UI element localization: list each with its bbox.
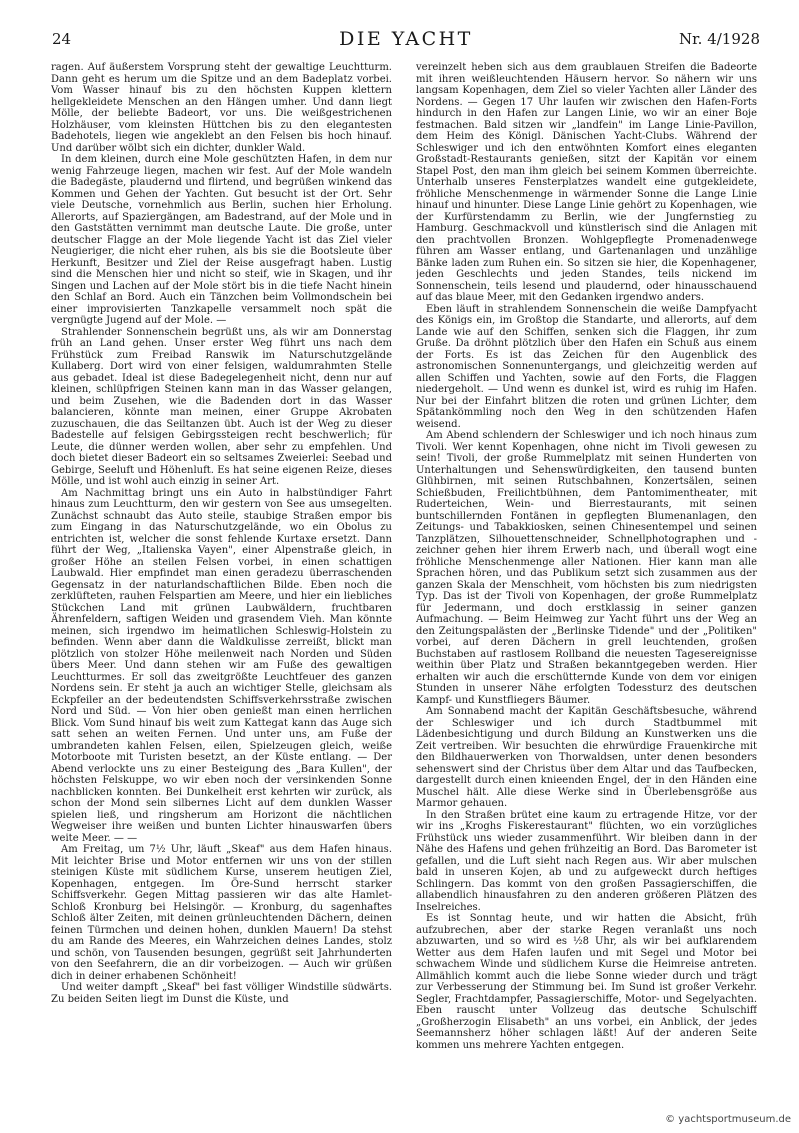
paragraph: Strahlender Sonnenschein begrüßt uns, als wir am Donnerstag früh an Land gehen. Unser erster Weg führt uns nach dem Frühstück zum Freibad Ranswik im Naturschutzgelände Kullaberg. Dort wird von einer felsigen, waldumrahmten Stelle aus gebadet. Ideal ist diese Badegelegenheit nicht, denn nur auf kleinen, schlüpfrigen Steinen kann man in das Wasser gelangen, und beim Zusehen, wie die Badenden dort in das Wasser balancieren, könnte man meinen, einer Gruppe Akrobaten zuzuschauen, die das Seiltanzen übt. Auch ist der Weg zu dieser Badestelle auf felsigen Gebirgssteigen recht beschwerlich; für Leute, die dünner werden wollen, aber sehr zu empfehlen. Und doch bietet dieser Badeort ein so seltsames Zweierlei: Seebad und Gebirge, Seeluft und Höhenluft. Es hat seine eigenen Reize, dieses Mölle, und ist wohl auch einzig in seiner Art.: [51, 326, 392, 487]
paragraph: Am Abend schlendern der Schleswiger und ich noch hinaus zum Tivoli. Wer kennt Kopenhagen, ohne nicht im Tivoli gewesen zu sein! Tivoli, der große Rummelplatz mit seinen Hunderten von Unterhaltungen und Sehenswürdigkeiten, den tausend bunten Glühbirnen, mit seinen Rutschbahnen, Konzertsälen, seinen Schießbuden, Freilichtbühnen, dem Pantomimentheater, mit Ruderteichen, Wein- und Bierrestaurants, mit seinen buntschillernden Fontänen in gepflegten Blumenanlagen, den Zeitungs- und Tabakkiosken, seinen Chinesentempel und seinen Tanzplätzen, Silhouettenschneider, Schnellphotographen und -zeichner gehen hier ihrem Erwerb nach, und überall wogt eine fröhliche Menschenmenge aller Nationen. Hier kann man alle Sprachen hören, und das Publikum setzt sich zusammen aus der ganzen Skala der Menschheit, vom höchsten bis zum niedrigsten Typ. Das ist der Tivoli von Kopenhagen, der große Rummelplatz für Jedermann, und doch erstklassig in seiner ganzen Aufmachung. — Beim Heimweg zur Yacht führt uns der Weg an den Zeitungspalästen der „Berlinske Tidende" und der „Politiken" vorbei, auf deren Dächern in grell leuchtenden, großen Buchstaben auf rastlosem Rollband die neuesten Tagesereignisse weithin über Platz und Straßen bekanntgegeben werden. Hier erhalten wir auch die erschütternde Kunde von dem vor einigen Stunden in unserer Nähe erfolgten Todessturz des deutschen Kampf- und Kunstfliegers Bäumer.: [416, 430, 757, 706]
paragraph: In den Straßen brütet eine kaum zu ertragende Hitze, vor der wir ins „Kroghs Fiskerestaurant" flüchten, wo ein vorzügliches Frühstück uns wieder zusammenführt. Wir bleiben dann in der Nähe des Hafens und gehen frühzeitig an Bord. Das Barometer ist gefallen, und die Luft sieht nach Regen aus. Wir aber mulschen bald in unseren Kojen, ab und zu aufgeweckt durch heftiges Schlingern. Das kommt von den großen Passagierschiffen, die allabendlich hinausfahren zu den anderen größeren Plätzen des Inselreiches.: [416, 809, 757, 913]
copyright-watermark: © yachtsportmuseum.de: [665, 1114, 791, 1125]
paragraph: In dem kleinen, durch eine Mole geschützten Hafen, in dem nur wenig Fahrzeuge liegen, machen wir fest. Auf der Mole wandeln die Badegäste, plaudernd und flirtend, und begrüßen winkend das Kommen und Gehen der Yachten. Gut besucht ist der Ort. Sehr viele Deutsche, vornehmlich aus Berlin, suchen hier Erholung. Allerorts, auf Spaziergängen, am Badestrand, auf der Mole und in den Gaststätten vernimmt man deutsche Laute. Die große, unter deutscher Flagge an der Mole liegende Yacht ist das Ziel vieler Neugieriger, die nicht eher ruhen, als bis sie die Bootsleute über Herkunft, Besitzer und Ziel der Reise ausgefragt haben. Lustig sind die Menschen hier und nicht so steif, wie in Skagen, und ihr Singen und Lachen auf der Mole stört bis in die tiefe Nacht hinein den Schlaf an Bord. Auch ein Tänzchen beim Vollmondschein bei einer improvisierten Tanzkapelle versammelt noch spät die vergnügte Jugend auf der Mole. —: [51, 154, 392, 326]
magazine-title: DIE YACHT: [339, 28, 473, 50]
paragraph: Und weiter dampft „Skeaf" bei fast völliger Windstille südwärts. Zu beiden Seiten liegt im Dunst die Küste, und: [51, 982, 392, 1005]
paragraph: Am Nachmittag bringt uns ein Auto in halbstündiger Fahrt hinaus zum Leuchtturm, den wir gestern von See aus umsegelten. Zunächst schnaubt das Auto steile, staubige Straßen empor bis zum Eingang in das Naturschutzgelände, wo ein Obolus zu entrichten ist, welcher die sonst fehlende Kurtaxe ersetzt. Dann führt der Weg, „Italienska Vayen", einer Alpenstraße gleich, in großer Höhe an steilen Felsen vorbei, in einen schattigen Laubwald. Hier empfindet man einen geradezu überraschenden Gegensatz in der naturlandschaftlichen Bilde. Eben noch die zerklüfteten, rauhen Felspartien am Meere, und hier ein liebliches Stückchen Land mit grünen Laubwäldern, fruchtbaren Ährenfeldern, saftigen Weiden und grasendem Vieh. Man könnte meinen, sich irgendwo im heimatlichen Schleswig-Holstein zu befinden. Wenn aber dann die Waldkulisse zerreißt, blickt man plötzlich von stolzer Höhe meilenweit nach Norden und Süden übers Meer. Und dann stehen wir am Fuße des gewaltigen Leuchtturmes. Er soll das zweitgrößte Leuchtfeuer des ganzen Nordens sein. Er steht ja auch an wichtiger Stelle, gleichsam als Eckpfeiler an der bedeutendsten Schiffsverkehrsstraße zwischen Nord und Süd. — Von hier oben genießt man einen herrlichen Blick. Vom Sund hinauf bis weit zum Kattegat kann das Auge sich satt sehen an weiten Fernen. Und unter uns, am Fuße der umbrandeten kahlen Felsen, eilen, Spielzeugen gleich, weiße Motorboote mit Turisten besetzt, an der Küste entlang. — Der Abend verlockte uns zu einer Besteigung des „Bara Kullen", der höchsten Felskuppe, wo wir eben noch der versinkenden Sonne nachblicken konnten. Bei Dunkelheit erst kehrten wir zurück, als schon der Mond sein silbernes Licht auf dem dunklen Wasser spielen ließ, und ringsherum am Horizont die nächtlichen Wegweiser ihre weißen und bunten Lichter hinauswarfen übers weite Meer. — —: [51, 487, 392, 844]
paragraph: Am Freitag, um 7½ Uhr, läuft „Skeaf" aus dem Hafen hinaus. Mit leichter Brise und Motor entfernen wir uns von der stillen steinigen Küste mit südlichem Kurse, unserem heutigen Ziel, Kopenhagen, entgegen. Im Öre-Sund herrscht starker Schiffsverkehr. Gegen Mittag passieren wir das alte Hamlet-Schloß Kronburg bei Helsingör. — Kronburg, du sagenhaftes Schloß älter Zeiten, mit deinen grünleuchtenden Dächern, deinen feinen Türmchen und deinen hohen, dunklen Mauern! Da stehst du am Rande des Meeres, ein Wahrzeichen deines Landes, stolz und schön, von Tausenden besungen, gegrüßt seit Jahrhunderten von den Seefahrern, die an dir vorbeizogen. — Auch wir grüßen dich in deiner erhabenen Schönheit!: [51, 844, 392, 982]
paragraph: vereinzelt heben sich aus dem graublauen Streifen die Badeorte mit ihren weißleuchtenden Häusern hervor. So nähern wir uns langsam Kopenhagen, dem Ziel so vieler Yachten aller Länder des Nordens. — Gegen 17 Uhr laufen wir zwischen den Hafen-Forts hindurch in den Hafen zur Langen Linie, wo wir an einer Boje festmachen. Bald sitzen wir „landfein" im Lange Linie-Pavillon, dem Heim des Königl. Dänischen Yacht-Clubs. Während der Schleswiger und ich den entwöhnten Komfort eines eleganten Großstadt-Restaurants genießen, sitzt der Kapitän vor einem Stapel Post, den man ihm gleich bei seinem Kommen überreichte. Unterhalb unseres Fensterplatzes wandelt eine gutgekleidete, fröhliche Menschenmenge in wärmender Sonne die Lange Linie hinauf und hinunter. Diese Lange Linie gehört zu Kopenhagen, wie der Kurfürstendamm zu Berlin, wie der Jungfernstieg zu Hamburg. Geschmackvoll und künstlerisch sind die Anlagen mit den prachtvollen Bronzen. Wohlgepflegte Promenadenwege führen am Wasser entlang, und Gartenanlagen und unzählige Bänke laden zum Ruhen ein. So sitzen sie hier, die Kopenhagener, jeden Geschlechts und jeden Standes, teils nickend im Sonnenschein, teils lesend und plaudernd, oder hinausschauend auf das blaue Meer, mit den Gedanken irgendwo anders.: [416, 62, 757, 303]
page-number: 24: [52, 30, 72, 48]
page-header: [52, 30, 760, 52]
paragraph: Eben läuft in strahlendem Sonnenschein die weiße Dampfyacht des Königs ein, im Großtop die Standarte, und allerorts, auf dem Lande wie auf den Schiffen, senken sich die Flaggen, ihr zum Gruße. Da dröhnt plötzlich über den Hafen ein Schuß aus einem der Forts. Es ist das Zeichen für den Augenblick des astronomischen Sonnenuntergangs, und gleichzeitig werden auf allen Schiffen und Yachten, sowie auf den Forts, die Flaggen niedergeholt. — Und wenn es dunkel ist, wird es ruhig im Hafen. Nur bei der Einfahrt blitzen die roten und grünen Lichter, dem Spätankömmling noch den Weg in den schützenden Hafen weisend.: [416, 303, 757, 430]
left-column: [51, 62, 392, 1102]
paragraph: Am Sonnabend macht der Kapitän Geschäftsbesuche, während der Schleswiger und ich durch Stadtbummel mit Lädenbesichtigung und durch Bildung an Kunstwerken uns die Zeit vertreiben. Wir besuchten die ehrwürdige Frauenkirche mit den Bildhauerwerken von Thorwaldsen, unter denen besonders sehenswert sind der Christus über dem Altar und das Taufbecken, dargestellt durch einen knieenden Engel, der in den Händen eine Muschel hält. Alle diese Werke sind in Überlebensgröße aus Marmor gehauen.: [416, 706, 757, 809]
issue-number: Nr. 4/1928: [679, 30, 760, 48]
right-column: [416, 62, 757, 1102]
paragraph: Es ist Sonntag heute, und wir hatten die Absicht, früh aufzubrechen, aber der starke Regen veranlaßt uns noch abzuwarten, und so wird es ½8 Uhr, als wir bei aufklarendem Wetter aus dem Hafen laufen und mit Segel und Motor bei schwachem Winde und südlichem Kurse die Heimreise antreten. Allmählich kommt auch die liebe Sonne wieder durch und trägt zur Verbesserung der Stimmung bei. Im Sund ist großer Verkehr. Segler, Frachtdampfer, Passagierschiffe, Motor- und Segelyachten. Eben rauscht unter Vollzeug das deutsche Schulschiff „Großherzogin Elisabeth" an uns vorbei, ein Anblick, der jedes Seemannsherz höher schlagen läßt! Auf der anderen Seite kommen uns mehrere Yachten entgegen.: [416, 913, 757, 1051]
paragraph: ragen. Auf äußerstem Vorsprung steht der gewaltige Leuchtturm. Dann geht es herum um die Spitze und an dem Badeplatz vorbei. Vom Wasser hinauf bis zu den höchsten Kuppen klettern hellgekleidete Menschen an den Hängen umher. Und dann liegt Mölle, der beliebte Badeort, vor uns. Die weißgestrichenen Holzhäuser, vom kleinsten Hüttchen bis zu den elegantesten Badehotels, liegen wie angeklebt an den Felsen bis hoch hinauf. Und darüber wölbt sich ein dichter, dunkler Wald.: [51, 62, 392, 154]
